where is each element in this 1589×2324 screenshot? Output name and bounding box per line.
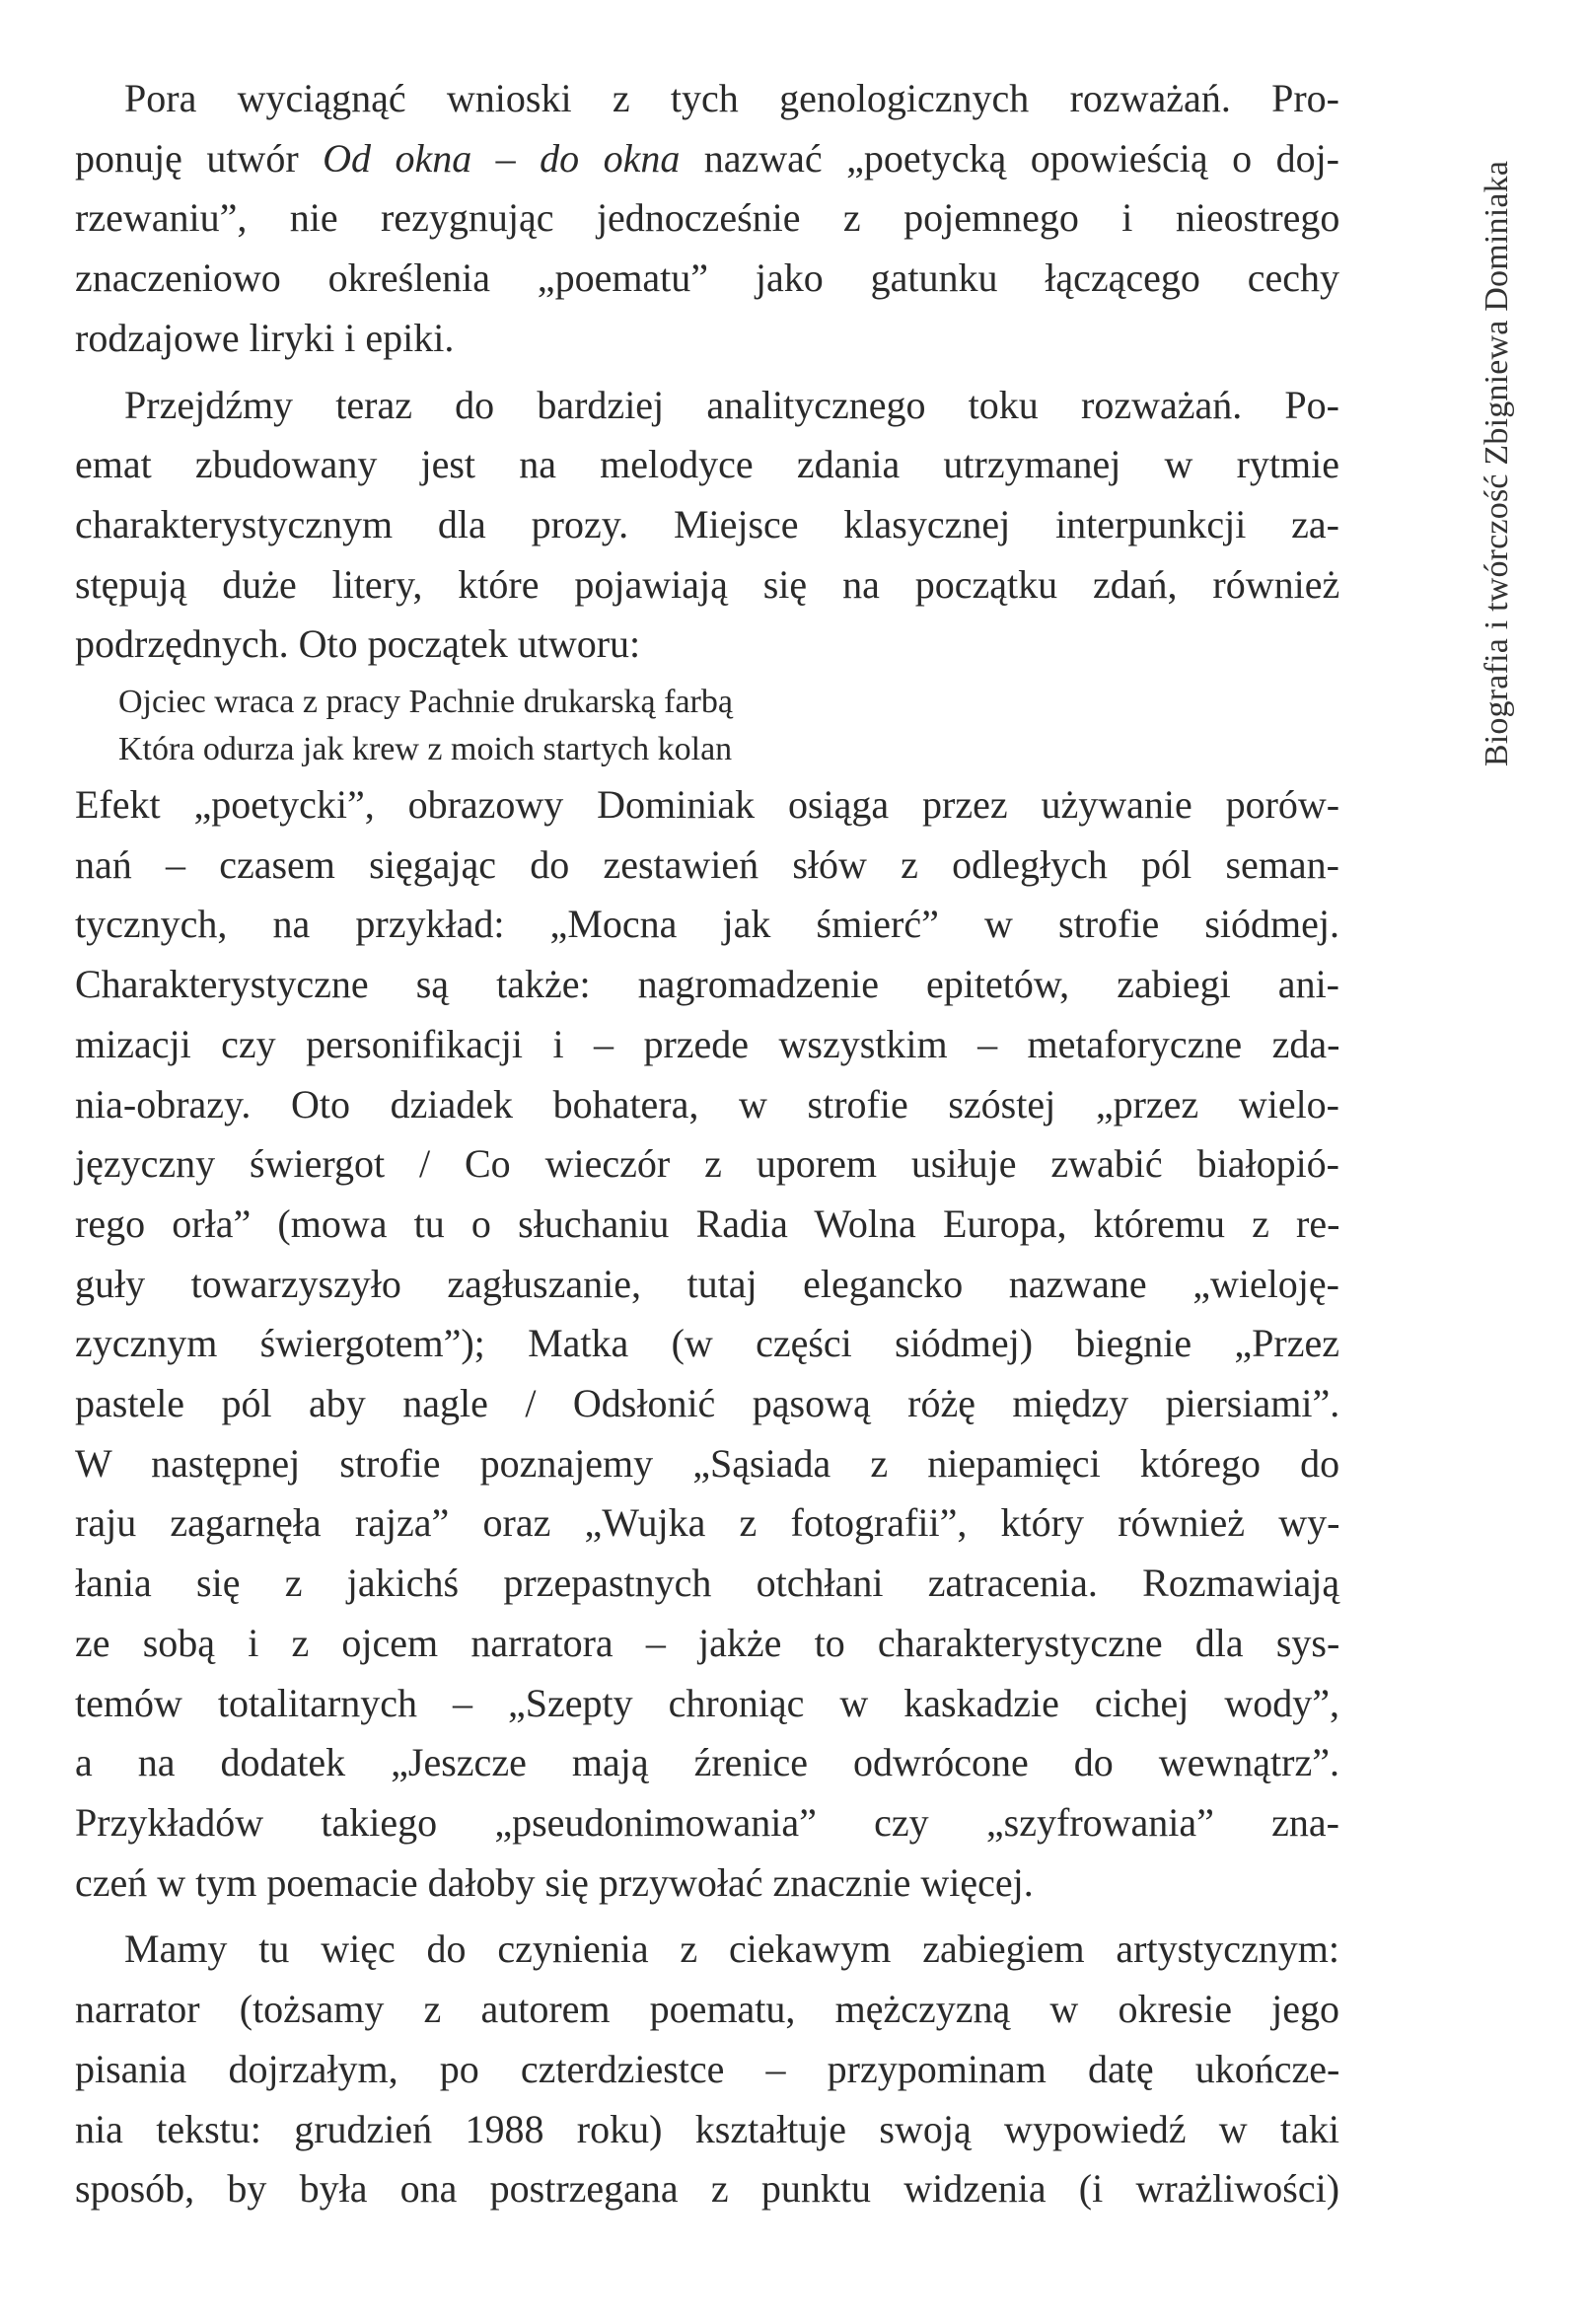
text-line: tycznych, na przykład: „Mocna jak śmierć” w strofie siódmej.: [75, 902, 1339, 947]
text-line: sposób, by była ona postrzegana z punktu widzenia (i wrażliwości): [75, 2166, 1340, 2212]
text-line: Efekt „poetycki”, obrazowy Dominiak osiąga przez używanie porów-: [75, 782, 1340, 828]
verse-line: Ojciec wraca z pracy Pachnie drukarską farbą: [118, 684, 733, 721]
verse-quote: [118, 679, 1339, 773]
text-line: Przykładów takiego „pseudonimowania” czy „szyfrowania” zna-: [75, 1799, 1339, 1845]
text-line: W następnej strofie poznajemy „Sąsiada z niepamięci którego do: [75, 1440, 1340, 1486]
text-line: znaczeniowo określenia „poematu” jako gatunku łączącego cechy: [75, 255, 1340, 301]
text-line: narrator (tożsamy z autorem poematu, mężczyzną w okresie jego: [75, 1987, 1339, 2032]
text-line: nia-obrazy. Oto dziadek bohatera, w strofie szóstej „przez wielo-: [75, 1081, 1339, 1126]
poem-title: Od okna – do okna: [323, 135, 681, 181]
text-line: [75, 129, 1339, 189]
text-line: rzewaniu”, nie rezygnując jednocześnie z pojemnego i nieostrego: [75, 195, 1340, 241]
text-fragment: nazwać „poetycką opowieścią o doj-: [680, 135, 1340, 181]
text-line: guły towarzyszyło zagłuszanie, tutaj elegancko nazwane „wieloję-: [75, 1261, 1339, 1306]
text-line: Charakterystyczne są także: nagromadzenie epitetów, zabiegi ani-: [75, 962, 1339, 1007]
text-line: Pora wyciągnąć wnioski z tych genologicznych rozważań. Pro-: [124, 76, 1339, 120]
text-line: podrzędnych. Oto początek utworu:: [75, 621, 641, 667]
running-head: Biografia i twórczość Zbigniewa Dominiaka: [1479, 160, 1515, 767]
text-line: pisania dojrzałym, po czterdziestce – przypominam datę ukończe-: [75, 2046, 1340, 2091]
text-line: Przejdźmy teraz do bardziej analitycznego toku rozważań. Po-: [124, 382, 1339, 427]
text-line: rego orła” (mowa tu o słuchaniu Radia Wolna Europa, któremu z re-: [75, 1200, 1340, 1246]
paragraph-3: [75, 775, 1339, 1913]
text-line: rodzajowe liryki i epiki.: [75, 315, 455, 360]
text-fragment: ponuję utwór: [75, 135, 324, 181]
paragraph-4: [75, 1920, 1339, 2219]
text-line: emat zbudowany jest na melodyce zdania utrzymanej w rytmie: [75, 442, 1339, 487]
text-line: zycznym świergotem”); Matka (w części siódmej) biegnie „Przez: [75, 1321, 1339, 1366]
paragraph-1: [75, 69, 1339, 369]
text-line: a na dodatek „Jeszcze mają źrenice odwrócone do wewnątrz”.: [75, 1740, 1339, 1785]
text-line: pastele pól aby nagle / Odsłonić pąsową różę między piersiami”.: [75, 1381, 1340, 1426]
text-line: łania się z jakichś przepastnych otchłani zatracenia. Rozmawiają: [75, 1561, 1340, 1606]
text-column: [75, 69, 1339, 2219]
text-line: nia tekstu: grudzień 1988 roku) kształtuje swoją wypowiedź w taki: [75, 2106, 1339, 2151]
text-line: temów totalitarnych – „Szepty chroniąc w kaskadzie cichej wody”,: [75, 1680, 1340, 1725]
text-line: raju zagarnęła rajza” oraz „Wujka z fotografii”, który również wy-: [75, 1500, 1340, 1546]
text-line: czeń w tym poemacie dałoby się przywołać znacznie więcej.: [75, 1859, 1034, 1905]
text-line: stępują duże litery, które pojawiają się na początku zdań, również: [75, 561, 1340, 607]
text-line: charakterystycznym dla prozy. Miejsce klasycznej interpunkcji za-: [75, 501, 1339, 546]
paragraph-2: [75, 376, 1339, 676]
text-line: nań – czasem sięgając do zestawień słów z odległych pól seman-: [75, 841, 1339, 887]
text-line: Mamy tu więc do czynienia z ciekawym zabiegiem artystycznym:: [124, 1926, 1339, 1972]
text-line: ze sobą i z ojcem narratora – jakże to charakterystyczne dla sys-: [75, 1620, 1340, 1665]
verse-line: Która odurza jak krew z moich startych kolan: [118, 731, 733, 768]
text-line: języczny świergot / Co wieczór z uporem usiłuje zwabić białopió-: [75, 1141, 1339, 1187]
text-line: mizacji czy personifikacji i – przede wszystkim – metaforyczne zda-: [75, 1021, 1340, 1066]
